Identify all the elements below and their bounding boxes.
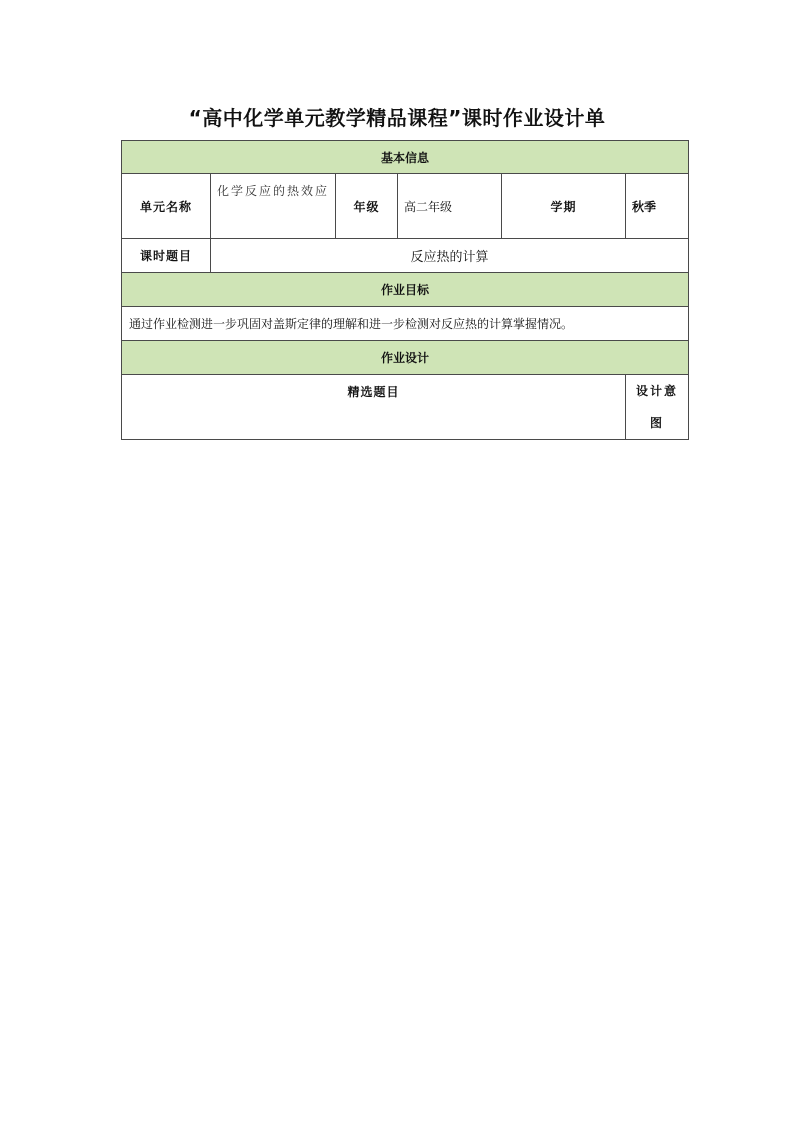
unit-name-value: 化学反应的热效应	[211, 174, 336, 239]
term-label: 学期	[502, 174, 626, 239]
homework-design-table	[121, 140, 689, 440]
grade-label: 年级	[336, 174, 398, 239]
term-value: 秋季	[626, 174, 689, 239]
unit-name-label: 单元名称	[122, 174, 211, 239]
goal-text: 通过作业检测进一步巩固对盖斯定律的理解和进一步检测对反应热的计算掌握情况。	[122, 307, 689, 341]
basic-info-header: 基本信息	[122, 141, 689, 174]
grade-value: 高二年级	[398, 174, 502, 239]
selected-questions-label: 精选题目	[122, 375, 626, 440]
design-intent-label: 设计意图	[626, 375, 689, 440]
lesson-topic-value: 反应热的计算	[211, 239, 689, 273]
goal-header: 作业目标	[122, 273, 689, 307]
lesson-topic-label: 课时题目	[122, 239, 211, 273]
design-header: 作业设计	[122, 341, 689, 375]
document-title: “高中化学单元教学精品课程”课时作业设计单	[188, 106, 606, 130]
